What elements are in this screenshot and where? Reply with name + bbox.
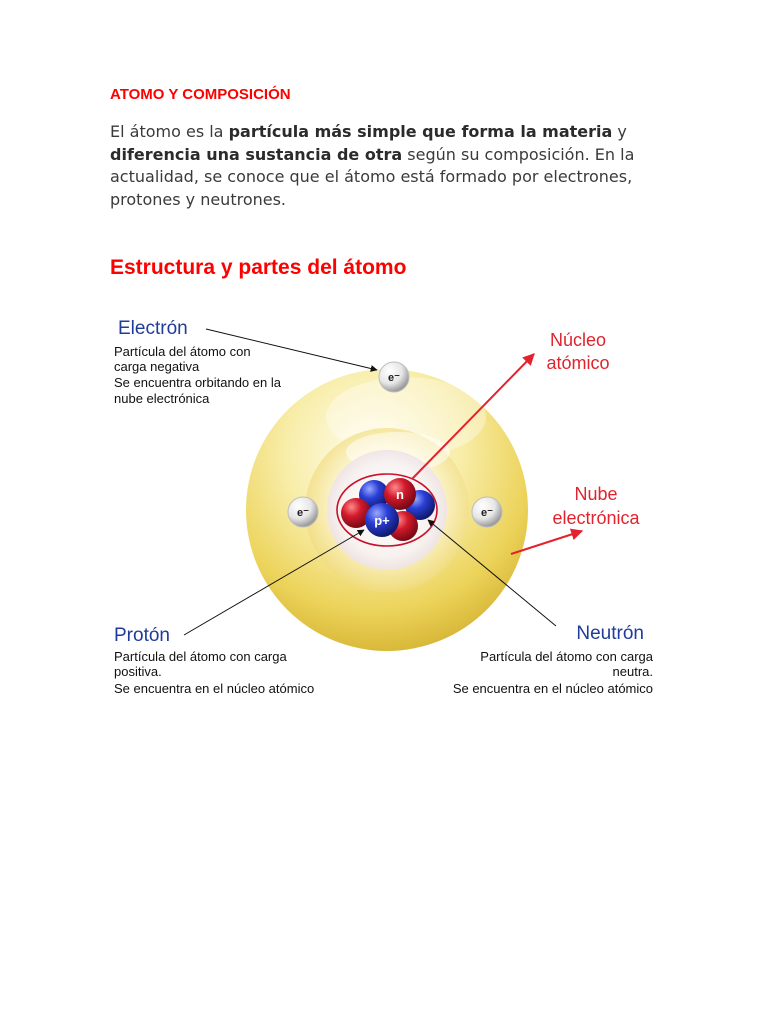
electron-symbol-right: e⁻: [481, 507, 493, 519]
proton-desc-1: Partícula del átomo con carga: [114, 649, 287, 664]
nucleus-title-2: atómico: [546, 353, 610, 373]
electron-left: [288, 497, 318, 527]
intro-text-2: y: [612, 122, 627, 141]
intro-bold-1: partícula más simple que forma la materia: [228, 122, 613, 141]
neutron-desc-2: neutra.: [612, 664, 653, 679]
nucleus-title-1: Núcleo: [549, 330, 607, 350]
intro-bold-2: diferencia una sustancia de otra: [110, 144, 403, 164]
electron-desc-3: Se encuentra orbitando en la: [114, 375, 281, 390]
electron-symbol-left: e⁻: [297, 507, 309, 519]
neutron-desc-3: Se encuentra en el núcleo atómico: [452, 681, 653, 696]
atom-diagram: [106, 312, 666, 708]
cloud-title-1: Nube: [574, 484, 618, 504]
intro-text-3: según su composición. En la actualidad, se conoce que el átomo está formado por electrones, protones y neutrones.: [110, 144, 635, 209]
intro-paragraph: [110, 121, 670, 211]
electron-symbol-top: e⁻: [388, 372, 400, 384]
neutron-title: Neutrón: [576, 623, 644, 644]
proton-desc-3: Se encuentra en el núcleo atómico: [114, 681, 315, 696]
intro-text-1: El átomo es la: [110, 122, 229, 141]
electron-desc-2: carga negativa: [114, 359, 200, 374]
proton-desc-2: positiva.: [114, 664, 162, 679]
electron-top: [379, 362, 409, 392]
proton-title: Protón: [114, 625, 170, 646]
page-title: ATOMO Y COMPOSICIÓN: [110, 86, 291, 103]
electron-title: Electrón: [118, 318, 188, 339]
neutron-symbol: n: [396, 487, 404, 502]
atom-diagram-svg: [106, 312, 666, 708]
proton-symbol: p+: [374, 513, 390, 528]
neutron-desc-1: Partícula del átomo con carga: [480, 649, 653, 664]
cloud-title-2: electrónica: [552, 508, 640, 528]
electron-desc-1: Partícula del átomo con: [114, 344, 251, 359]
section-heading: Estructura y partes del átomo: [110, 256, 407, 279]
electron-right: [472, 497, 502, 527]
electron-desc-4: nube electrónica: [114, 391, 210, 406]
